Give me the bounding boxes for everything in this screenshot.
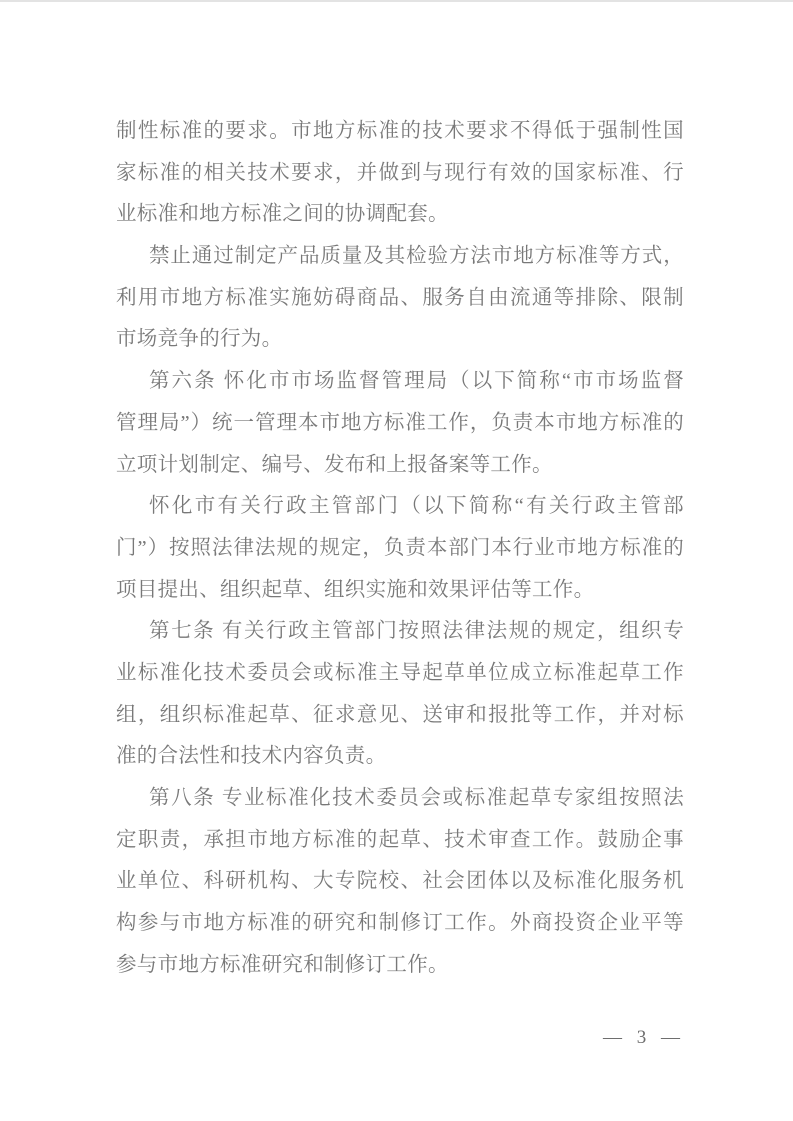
paragraph-line: 构参与市地方标准的研究和制修订工作。外商投资企业平等 <box>116 912 684 935</box>
paragraph-line: 管理局”）统一管理本市地方标准工作，负责本市地方标准的 <box>116 411 684 434</box>
paragraph-line: 组，组织标准起草、征求意见、送审和报批等工作，并对标 <box>116 703 684 726</box>
paragraph-line-article-8: 第八条 专业标准化技术委员会或标准起草专家组按照法 <box>149 787 684 809</box>
paragraph-line: 业标准化技术委员会或标准主导起草单位成立标准起草工作 <box>116 661 684 684</box>
paragraph-line: 定职责，承担市地方标准的起草、技术审查工作。鼓励企事 <box>116 828 684 851</box>
paragraph-line: 怀化市有关行政主管部门（以下简称“有关行政主管部 <box>149 495 684 518</box>
paragraph-line: 制性标准的要求。市地方标准的技术要求不得低于强制性国 <box>116 120 684 142</box>
paragraph-line: 业标准和地方标准之间的协调配套。 <box>116 203 449 226</box>
paragraph-line: 家标准的相关技术要求，并做到与现行有效的国家标准、行 <box>116 161 684 184</box>
paragraph-line-article-7: 第七条 有关行政主管部门按照法律法规的规定，组织专 <box>149 620 684 643</box>
paragraph-line: 利用市地方标准实施妨碍商品、服务自由流通等排除、限制 <box>116 286 684 309</box>
paragraph-line: 门”）按照法律法规的规定，负责本部门本行业市地方标准的 <box>116 536 684 559</box>
paragraph-line: 市场竞争的行为。 <box>116 328 283 351</box>
document-body <box>116 111 684 986</box>
paragraph-line: 参与市地方标准研究和制修订工作。 <box>116 953 449 976</box>
page-number: — 3 — <box>603 1027 685 1048</box>
paragraph-line-article-6: 第六条 怀化市市场监督管理局（以下简称“市市场监督 <box>149 370 684 393</box>
paragraph-line: 业单位、科研机构、大专院校、社会团体以及标准化服务机 <box>116 870 684 893</box>
scan-edge-artifact <box>0 0 793 2</box>
paragraph-line: 立项计划制定、编号、发布和上报备案等工作。 <box>116 453 553 476</box>
paragraph-line: 准的合法性和技术内容负责。 <box>116 745 387 768</box>
paragraph-line: 项目提出、组织起草、组织实施和效果评估等工作。 <box>116 578 595 601</box>
paragraph-line: 禁止通过制定产品质量及其检验方法市地方标准等方式， <box>149 245 684 268</box>
